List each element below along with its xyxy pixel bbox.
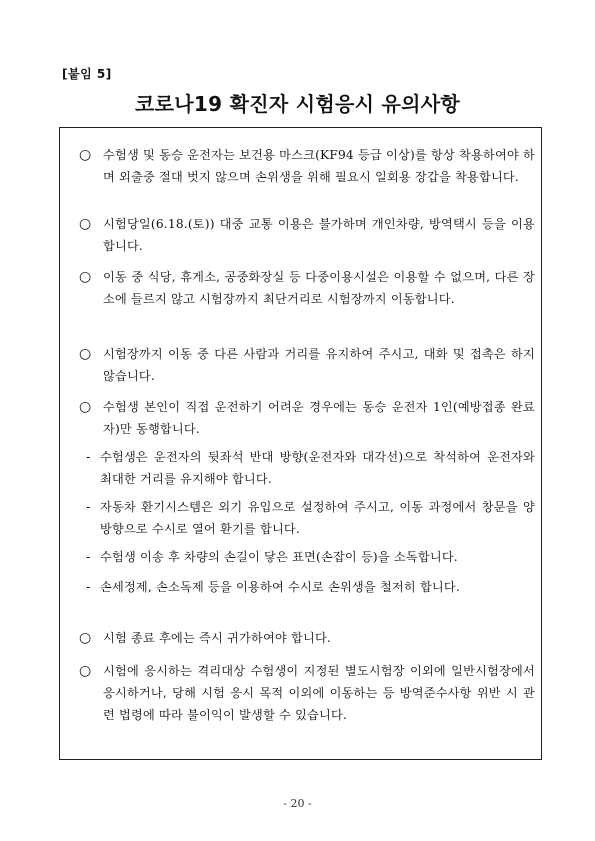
sub-list-item-text: 수험생 이송 후 차량의 손길이 닿은 표면(손잡이 등)을 소독합니다.	[100, 550, 458, 564]
list-item-text: 이동 중 식당, 휴게소, 공중화장실 등 다중이용시설은 이용할 수 없으며, 다른 장소에 들르지 않고 시험장까지 최단거리로 시험장까지 이동합니다.	[103, 270, 535, 306]
bullet-circle-icon: ○	[79, 269, 92, 285]
list-item	[79, 213, 535, 257]
list-item	[79, 144, 535, 188]
bullet-circle-icon: ○	[79, 346, 92, 362]
sub-list-item-text: 자동차 환기시스템은 외기 유입으로 설정하여 주시고, 이동 과정에서 창문을 양방향으로 수시로 열어 환기를 합니다.	[100, 500, 535, 536]
list-item	[79, 396, 535, 440]
dash-icon: -	[86, 550, 91, 564]
bullet-circle-icon: ○	[79, 216, 92, 232]
annex-label: [붙임 5]	[62, 67, 112, 81]
page-number: - 20 -	[283, 797, 312, 810]
sub-list-item-text: 수험생은 운전자의 뒷좌석 반대 방향(운전자와 대각선)으로 착석하여 운전자와 최대한 거리를 유지해야 합니다.	[100, 450, 535, 486]
sub-list-item	[86, 576, 535, 598]
list-item-text: 시험장까지 이동 중 다른 사람과 거리를 유지하여 주시고, 대화 및 접촉은 하지 않습니다.	[103, 347, 535, 383]
list-item	[79, 266, 535, 310]
dash-icon: -	[86, 500, 91, 514]
bullet-circle-icon: ○	[79, 147, 92, 163]
list-item-text: 수험생 본인이 직접 운전하기 어려운 경우에는 동승 운전자 1인(예방접종 완료자)만 동행합니다.	[103, 400, 535, 436]
sub-list-item	[86, 496, 535, 540]
list-item	[79, 660, 535, 726]
bullet-circle-icon: ○	[79, 630, 92, 646]
list-item	[79, 343, 535, 387]
list-item-text: 시험 종료 후에는 즉시 귀가하여야 합니다.	[103, 631, 331, 645]
list-item-text: 시험에 응시하는 격리대상 수험생이 지정된 별도시험장 이외에 일반시험장에서 응시하거나, 당해 시험 응시 목적 이외에 이동하는 등 방역준수사항 위반 시 관련 법령에 따라 불이익이 발생할 수 있습니다.	[103, 664, 535, 722]
sub-list-item	[86, 446, 535, 490]
dash-icon: -	[86, 580, 91, 594]
dash-icon: -	[86, 450, 91, 464]
bullet-circle-icon: ○	[79, 399, 92, 415]
sub-list-item	[86, 546, 535, 568]
sub-list-item-text: 손세정제, 손소독제 등을 이용하여 수시로 손위생을 철저히 합니다.	[100, 580, 460, 594]
bullet-circle-icon: ○	[79, 663, 92, 679]
page-title: 코로나19 확진자 시험응시 유의사항	[135, 92, 460, 116]
list-item	[79, 627, 535, 649]
list-item-text: 수험생 및 동승 운전자는 보건용 마스크(KF94 등급 이상)를 항상 착용하여야 하며 외출중 절대 벗지 않으며 손위생을 위해 필요시 일회용 장갑을 착용합니다.	[103, 148, 535, 184]
list-item-text: 시험당일(6.18.(토)) 대중 교통 이용은 불가하며 개인차량, 방역택시 등을 이용합니다.	[103, 217, 535, 253]
